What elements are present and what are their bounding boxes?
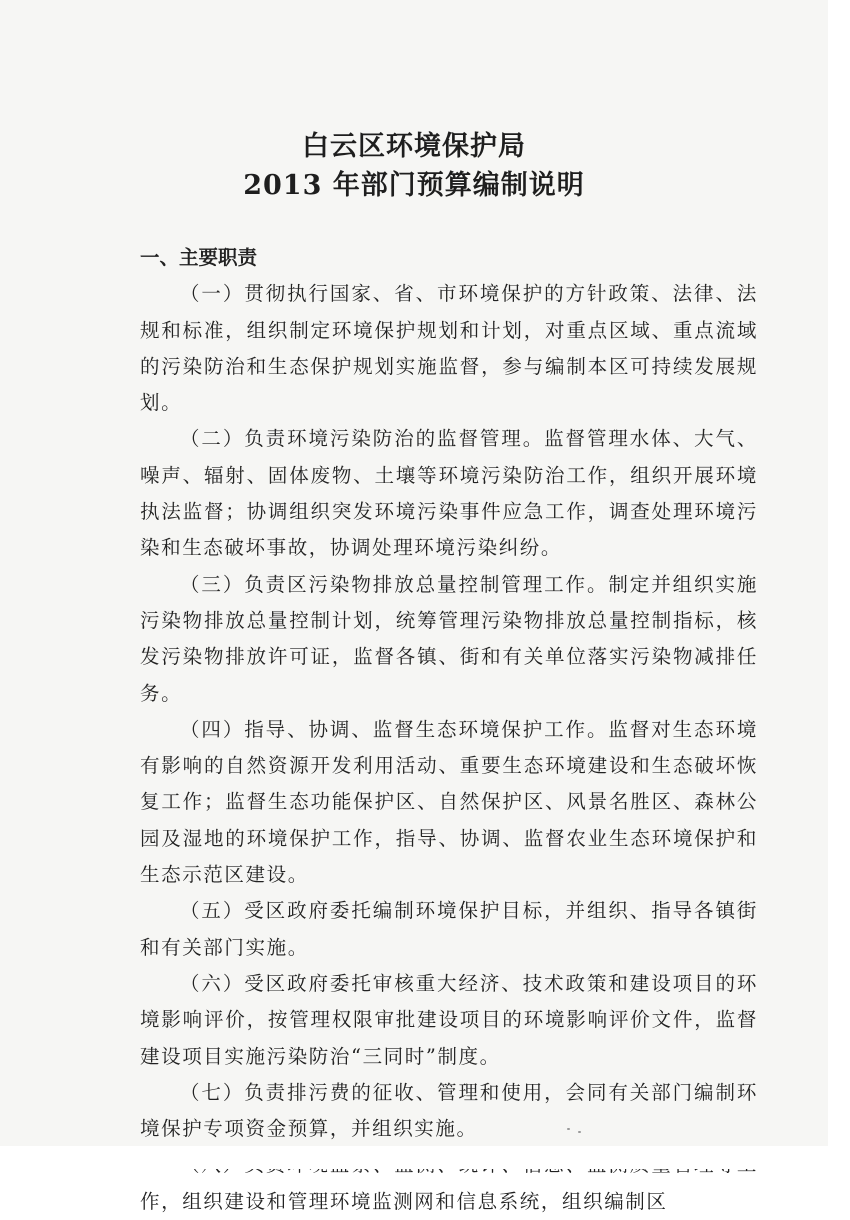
document-body (140, 240, 758, 1220)
page-margin-right (828, 0, 850, 1169)
scan-speck (567, 1128, 570, 1130)
section-heading: 一、主要职责 (140, 246, 258, 269)
duty-item-5: （五）受区政府委托编制环境保护目标，并组织、指导各镇街和有关部门实施。 (140, 899, 758, 959)
duty-item-1: （一）贯彻执行国家、省、市环境保护的方针政策、法律、法规和标准，组织制定环境保护规划和计划，对重点区域、重点流域的污染防治和生态保护规划实施监督，参与编制本区可持续发展规划。 (140, 282, 758, 415)
document-subtitle: 2013 年部门预算编制说明 (243, 170, 585, 201)
duty-item-3: （三）负责区污染物排放总量控制管理工作。制定并组织实施污染物排放总量控制计划，统筹管理污染物排放总量控制指标，核发污染物排放许可证，监督各镇、街和有关单位落实污染物减排任务。 (140, 572, 758, 705)
document-title: 白云区环境保护局 (302, 131, 526, 162)
scan-speck (578, 1131, 581, 1133)
duty-item-6: （六）受区政府委托审核重大经济、技术政策和建设项目的环境影响评价，按管理权限审批建设项目的环境影响评价文件，监督建设项目实施污染防治“三同时”制度。 (140, 971, 758, 1068)
page-margin-bottom (0, 1146, 850, 1169)
duty-item-4: （四）指导、协调、监督生态环境保护工作。监督对生态环境有影响的自然资源开发利用活动、重要生态环境建设和生态破坏恢复工作；监督生态功能保护区、自然保护区、风景名胜区、森林公园及湿地的环境保护工作，指导、协调、监督农业生态环境保护和生态示范区建设。 (140, 717, 758, 887)
duty-item-2: （二）负责环境污染防治的监督管理。监督管理水体、大气、噪声、辐射、固体废物、土壤等环境污染防治工作，组织开展环境执法监督；协调组织突发环境污染事件应急工作，调查处理环境污染和生态破坏事故，协调处理环境污染纠纷。 (140, 427, 758, 560)
duty-item-8: 作，组织建设和管理环境监测网和信息系统，组织编制区 (140, 1189, 668, 1213)
duty-item-7: （七）负责排污费的征收、管理和使用，会同有关部门编制环境保护专项资金预算，并组织实施。 (140, 1080, 758, 1141)
